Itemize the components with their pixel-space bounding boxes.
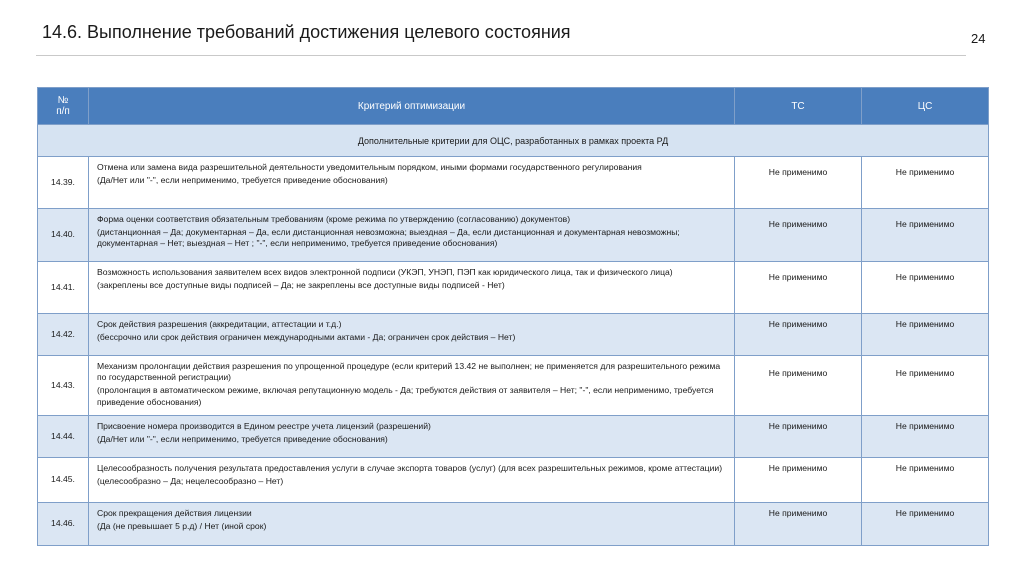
page-number: 24: [971, 31, 986, 46]
criterion-cell: [89, 416, 735, 458]
criterion-cell: [89, 356, 735, 416]
section-row: [38, 125, 989, 157]
criterion-main: Присвоение номера производится в Едином реестре учета лицензий (разрешений): [97, 421, 431, 431]
table-row: [38, 209, 989, 262]
cs-value: Не применимо: [862, 157, 989, 209]
table-row: [38, 458, 989, 503]
ts-value: Не применимо: [735, 314, 862, 356]
row-number: 14.39.: [38, 157, 89, 209]
ts-value: Не применимо: [735, 262, 862, 314]
criterion-main: Возможность использования заявителем всех видов электронной подписи (УКЭП, УНЭП, ПЭП как юридического лица, так и физического лица): [97, 267, 673, 277]
row-number: 14.43.: [38, 356, 89, 416]
cs-value: Не применимо: [862, 262, 989, 314]
criterion-main: Срок действия разрешения (аккредитации, аттестации и т.д.): [97, 319, 342, 329]
criterion-cell: [89, 458, 735, 503]
cs-value: Не применимо: [862, 416, 989, 458]
ts-value: Не применимо: [735, 458, 862, 503]
ts-value: Не применимо: [735, 157, 862, 209]
column-header-cs: ЦС: [862, 88, 989, 125]
title-divider: [36, 55, 966, 56]
criterion-cell: [89, 157, 735, 209]
criterion-main: Отмена или замена вида разрешительной деятельности уведомительным порядком, иными формами государственного регулирования: [97, 162, 642, 172]
row-number: 14.40.: [38, 209, 89, 262]
criteria-table: [37, 87, 989, 546]
table-row: [38, 503, 989, 546]
criterion-note: (бессрочно или срок действия ограничен международными актами - Да; ограничен срок действия – Нет): [97, 332, 516, 343]
criterion-main: Срок прекращения действия лицензии: [97, 508, 252, 518]
ts-value: Не применимо: [735, 356, 862, 416]
cs-value: Не применимо: [862, 314, 989, 356]
table-row: [38, 314, 989, 356]
criterion-cell: [89, 209, 735, 262]
criterion-main: Целесообразность получения результата предоставления услуги в случае экспорта товаров (услуг) (для всех разрешительных режимов, кроме аттестации): [97, 463, 723, 473]
row-number: 14.42.: [38, 314, 89, 356]
cs-value: Не применимо: [862, 458, 989, 503]
row-number: 14.44.: [38, 416, 89, 458]
table-row: [38, 157, 989, 209]
criterion-cell: [89, 503, 735, 546]
page-title: 14.6. Выполнение требований достижения целевого состояния: [42, 22, 571, 42]
section-title: Дополнительные критерии для ОЦС, разработанных в рамках проекта РД: [38, 125, 989, 157]
criterion-note: (дистанционная – Да; документарная – Да, если дистанционная невозможна; выездная – Да, если дистанционная и документарная невозможны; документарная – Нет; выездная – Нет ; "-", если неприменимо, требуется приведение обоснования): [97, 227, 680, 249]
table-row: [38, 356, 989, 416]
criterion-cell: [89, 314, 735, 356]
cs-value: Не применимо: [862, 356, 989, 416]
column-header-criterion: Критерий оптимизации: [89, 88, 735, 125]
row-number: 14.45.: [38, 458, 89, 503]
column-header-num: № п/п: [38, 88, 89, 125]
row-number: 14.46.: [38, 503, 89, 546]
criterion-main: Механизм пролонгации действия разрешения по упрощенной процедуре (если критерий 13.42 не выполнен; не применяется для разрешительного режима по государственной регистрации): [97, 361, 721, 383]
criterion-note: (целесообразно – Да; нецелесообразно – Нет): [97, 476, 284, 487]
cs-value: Не применимо: [862, 503, 989, 546]
cs-value: Не применимо: [862, 209, 989, 262]
column-header-ts: ТС: [735, 88, 862, 125]
criterion-main: Форма оценки соответствия обязательным требованиям (кроме режима по утверждению (согласованию) документов): [97, 214, 571, 224]
ts-value: Не применимо: [735, 416, 862, 458]
criterion-note: (пролонгация в автоматическом режиме, включая репутационную модель - Да; требуются действия от заявителя – Нет; "-", если неприменимо, требуется приведение обоснования): [97, 385, 714, 407]
criterion-note: (Да/Нет или "-", если неприменимо, требуется приведение обоснования): [97, 175, 388, 186]
table-row: [38, 416, 989, 458]
criterion-note: (Да/Нет или "-", если неприменимо, требуется приведение обоснования): [97, 434, 388, 445]
table-header-row: [38, 88, 989, 125]
ts-value: Не применимо: [735, 503, 862, 546]
row-number: 14.41.: [38, 262, 89, 314]
table-row: [38, 262, 989, 314]
criterion-cell: [89, 262, 735, 314]
criterion-note: (закреплены все доступные виды подписей – Да; не закреплены все доступные виды подписей - Нет): [97, 280, 505, 291]
ts-value: Не применимо: [735, 209, 862, 262]
criterion-note: (Да (не превышает 5 р.д) / Нет (иной срок): [97, 521, 267, 532]
